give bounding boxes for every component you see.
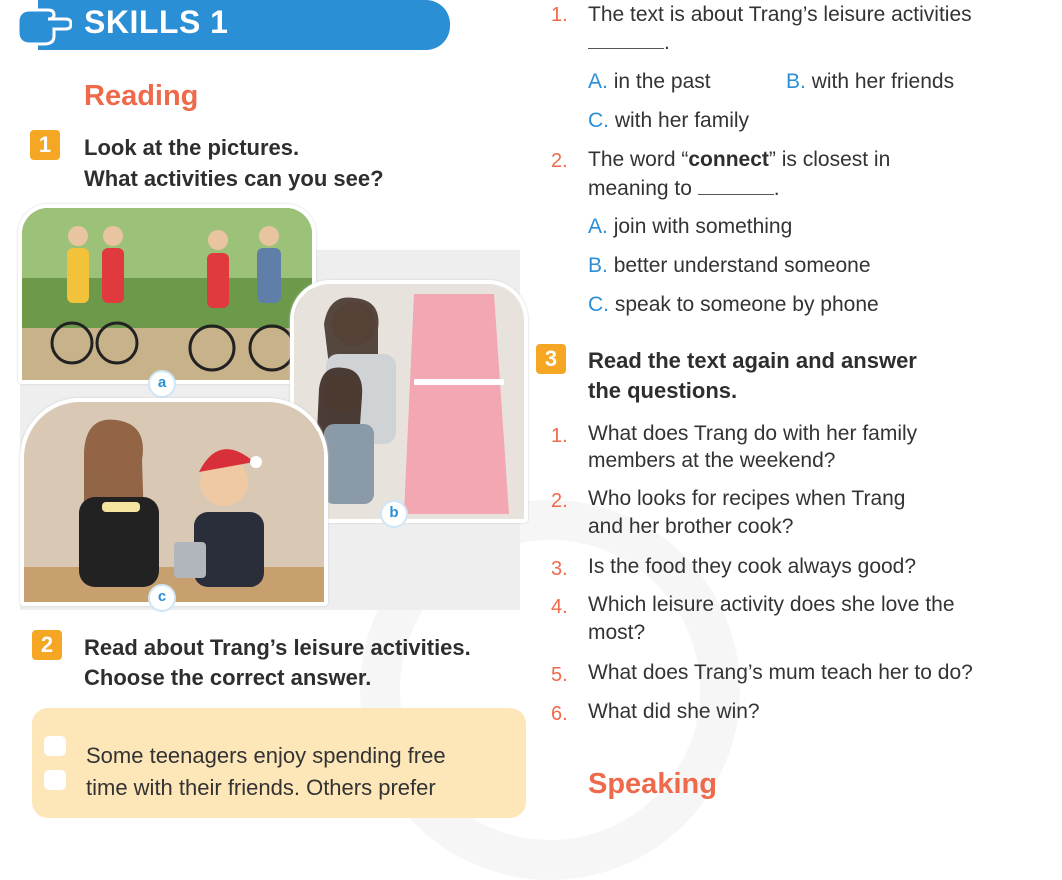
task-3-q6-number: 6. — [551, 703, 568, 725]
task-3-q2-number: 2. — [551, 490, 568, 512]
task-3-instruction-line2: the questions. — [588, 378, 738, 403]
question-1-number: 1. — [551, 4, 568, 26]
q2-option-b — [588, 254, 871, 278]
task-2-instruction-line2: Choose the correct answer. — [84, 665, 372, 690]
photo-cooking — [20, 398, 328, 606]
answer-blank — [588, 30, 664, 49]
q1-option-b-text: with her friends — [811, 70, 955, 93]
q2-option-a — [588, 215, 792, 239]
question-1-text: The text is about Trang’s leisure activities — [588, 3, 972, 26]
q1-option-c — [588, 109, 749, 133]
question-2-pre: The word “ — [588, 148, 689, 171]
task-2-badge: 2 — [32, 630, 62, 660]
question-2-keyword: connect — [688, 148, 769, 171]
cycling-illustration — [22, 208, 312, 380]
task-3-q1-line2: members at the weekend? — [588, 449, 836, 472]
cooking-illustration — [24, 402, 324, 602]
task-3-instruction-line1: Read the text again and answer — [588, 348, 917, 373]
task-3-q3-number: 3. — [551, 558, 568, 580]
task-3-q3-line1: Is the food they cook always good? — [588, 555, 917, 578]
page-title: SKILLS 1 — [84, 4, 229, 40]
question-2-line2-text: meaning to — [588, 177, 692, 200]
photo-cycling — [18, 204, 316, 384]
task-3-q4-line2: most? — [588, 621, 646, 644]
q2-option-b-letter: B. — [588, 254, 608, 277]
q2-option-c-letter: C. — [588, 293, 609, 316]
q1-option-c-letter: C. — [588, 109, 609, 132]
task-3-q2-line1: Who looks for recipes when Trang — [588, 487, 906, 510]
question-1-suffix: . — [664, 31, 670, 54]
q2-option-c — [588, 293, 879, 317]
task-3-q5-line1: What does Trang’s mum teach her to do? — [588, 661, 973, 684]
question-1-blank-line — [588, 28, 670, 57]
question-2-suffix: . — [773, 177, 780, 200]
photo-tag-c: c — [148, 584, 176, 612]
sewing-illustration — [294, 284, 524, 519]
q1-option-a-text: in the past — [613, 70, 711, 93]
question-2-post: ” is closest in — [768, 148, 891, 171]
task-3-q4-line1: Which leisure activity does she love the — [588, 593, 955, 616]
passage-line-1: Some teenagers enjoy spending free — [86, 743, 446, 768]
task-1-instruction-line2: What activities can you see? — [84, 166, 384, 191]
q2-option-c-text: speak to someone by phone — [614, 293, 879, 316]
line-marker — [44, 736, 66, 756]
q2-option-a-letter: A. — [588, 215, 608, 238]
task-3-q4-number: 4. — [551, 596, 568, 618]
task-3-q1-line1: What does Trang do with her family — [588, 422, 918, 445]
passage-line-2: time with their friends. Others prefer — [86, 775, 436, 800]
reading-heading: Reading — [84, 80, 199, 112]
question-2-number: 2. — [551, 150, 568, 172]
question-2-line1 — [588, 145, 890, 174]
speaking-heading: Speaking — [588, 768, 717, 800]
q1-option-b — [786, 70, 954, 94]
task-3-q2-line2: and her brother cook? — [588, 515, 794, 538]
q2-option-a-text: join with something — [613, 215, 793, 238]
task-3-q5-number: 5. — [551, 664, 568, 686]
task-1-badge: 1 — [30, 130, 60, 160]
line-marker — [44, 770, 66, 790]
task-1-instruction-line1: Look at the pictures. — [84, 135, 300, 160]
photo-tag-b: b — [380, 500, 408, 528]
pointing-hand-icon — [14, 2, 72, 46]
task-3-badge: 3 — [536, 344, 566, 374]
answer-blank — [698, 176, 774, 195]
photo-tag-a: a — [148, 370, 176, 398]
q1-option-c-text: with her family — [614, 109, 750, 132]
task-3-q6-line1: What did she win? — [588, 700, 760, 723]
question-2-line2 — [588, 174, 780, 203]
q1-option-a — [588, 70, 711, 94]
q1-option-b-letter: B. — [786, 70, 806, 93]
q2-option-b-text: better understand someone — [613, 254, 871, 277]
task-2-instruction-line1: Read about Trang’s leisure activities. — [84, 635, 471, 660]
task-3-q1-number: 1. — [551, 425, 568, 447]
q1-option-a-letter: A. — [588, 70, 608, 93]
